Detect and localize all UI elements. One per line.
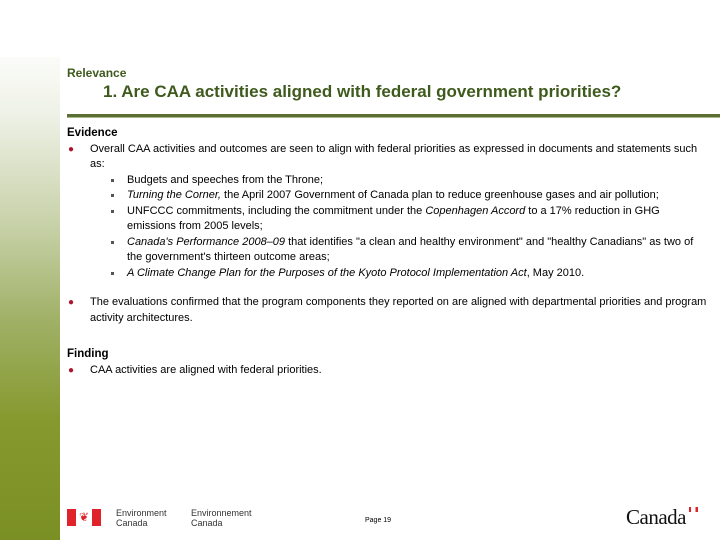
maple-leaf-icon: ❦ [78, 510, 90, 524]
evidence-bullet-1 [67, 142, 707, 173]
sub-bullet [67, 188, 707, 204]
wordmark-flag-icon [689, 507, 698, 512]
dept-en-line2: Canada [116, 518, 148, 528]
red-bullet-icon: ● [68, 297, 75, 308]
canada-wordmark-logo: Canada [626, 505, 686, 529]
sub-bullet [67, 204, 707, 235]
finding-heading: Finding [67, 348, 109, 360]
square-bullet-icon [111, 210, 114, 213]
sub-bullet [67, 235, 707, 266]
canada-flag-icon [67, 509, 101, 526]
sub-bullet-italic: Turning the Corner, [127, 189, 221, 201]
sub-bullet-text: UNFCCC commitments, including the commitment under the [127, 204, 426, 217]
sub-bullet-text: that identifies "a clean and healthy environment" and "healthy Canadians" as two of the government's thirteen outcome areas; [127, 235, 694, 263]
red-bullet-icon: ● [68, 143, 75, 155]
bullet-text: The evaluations confirmed that the program components they reported on are aligned with departmental priorities and program activity architectures. [90, 296, 707, 324]
sub-bullet-italic: A Climate Change Plan for the Purposes of the Kyoto Protocol Implementation Act [127, 266, 527, 279]
sub-bullet-text: , May 2010. [526, 266, 585, 279]
section-label: Relevance [67, 66, 127, 80]
square-bullet-icon [111, 241, 114, 244]
slide-content [67, 126, 707, 378]
evidence-heading: Evidence [67, 127, 118, 139]
dept-fr-line2: Canada [191, 518, 223, 528]
title-divider [67, 114, 720, 118]
evidence-bullet-2 [67, 295, 707, 326]
square-bullet-icon [111, 194, 114, 197]
bullet-text: CAA activities are aligned with federal priorities. [90, 363, 322, 376]
square-bullet-icon [111, 272, 114, 275]
dept-en-line1: Environment [116, 508, 167, 518]
department-name-fr [191, 508, 252, 528]
finding-bullet [67, 363, 707, 379]
department-name-en [116, 508, 167, 528]
red-bullet-icon: ● [68, 364, 75, 376]
sub-bullet-text: to a 17% reduction in GHG emissions from 2005 levels; [127, 204, 660, 232]
sub-bullet-italic: Copenhagen Accord [425, 204, 526, 217]
sub-bullet-italic: Canada's Performance 2008–09 [127, 235, 286, 248]
sub-bullet [67, 266, 707, 282]
page-number: Page 19 [365, 517, 392, 524]
decorative-sidebar [0, 57, 60, 540]
sub-bullet-text: Budgets and speeches from the Throne; [127, 173, 324, 186]
page-title: 1. Are CAA activities aligned with federal government priorities? [103, 82, 622, 101]
sub-bullet-text: the April 2007 Government of Canada plan to reduce greenhouse gases and air pollution; [220, 189, 659, 201]
dept-fr-line1: Environnement [191, 508, 252, 518]
square-bullet-icon [111, 179, 114, 182]
bullet-text: Overall CAA activities and outcomes are seen to align with federal priorities as expressed in documents and statements such as: [90, 142, 698, 170]
sub-bullet [67, 173, 707, 189]
